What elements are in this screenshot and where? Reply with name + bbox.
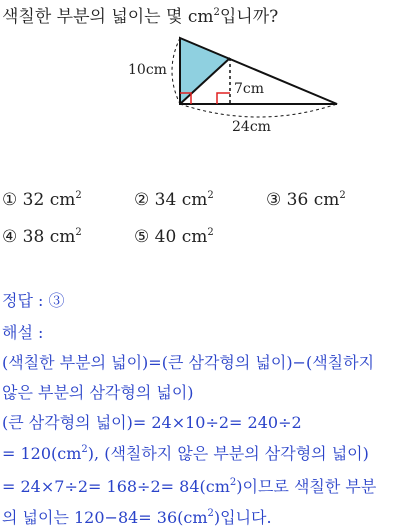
choice-value: 38 cm — [22, 227, 76, 247]
explanation-line-1: (색칠한 부분의 넓이)=(큰 삼각형의 넓이)−(색칠하지 — [2, 353, 375, 372]
explanation-line-6 — [2, 505, 272, 528]
label-base: 24cm — [232, 119, 271, 135]
choice-mark: ③ — [266, 190, 282, 210]
choice-sup: 2 — [75, 190, 82, 201]
choice-sup: 2 — [75, 227, 82, 238]
explanation-line-2: 않은 부분의 삼각형의 넓이) — [2, 383, 194, 402]
explanation-line-6-sup: 2 — [207, 508, 214, 519]
choice-mark: ① — [2, 190, 18, 210]
answer-value: ③ — [48, 291, 65, 310]
explanation-line-4-sup: 2 — [81, 444, 88, 455]
choice-3[interactable] — [266, 190, 346, 210]
choice-1[interactable] — [2, 190, 82, 210]
choice-value: 36 cm — [286, 190, 340, 210]
triangle-figure — [0, 0, 400, 150]
choice-value: 40 cm — [154, 227, 208, 247]
explanation-line-5-main: = 24×7÷2= 168÷2= 84(cm — [2, 477, 230, 496]
explanation-label: 해설 : — [2, 323, 44, 342]
explanation-line-4-rest: ), (색칠하지 않은 부분의 삼각형의 넓이) — [87, 444, 369, 463]
choice-mark: ④ — [2, 227, 18, 247]
base-dimension-arc — [180, 104, 337, 117]
choice-mark: ② — [134, 190, 150, 210]
choice-5[interactable] — [134, 227, 214, 247]
choice-mark: ⑤ — [134, 227, 150, 247]
right-angle-mark-height — [217, 93, 230, 104]
choice-2[interactable] — [134, 190, 214, 210]
left-dimension-arc — [172, 38, 180, 104]
explanation-line-5-rest: )이므로 색칠한 부분 — [236, 477, 377, 496]
explanation-line-6-main: 의 넓이는 120−84= 36(cm — [2, 508, 208, 527]
choice-sup: 2 — [339, 190, 346, 201]
explanation-line-3: (큰 삼각형의 넓이)= 24×10÷2= 240÷2 — [2, 413, 302, 432]
explanation-line-5 — [2, 474, 376, 497]
choice-sup: 2 — [207, 227, 214, 238]
question-suffix: 입니까? — [219, 7, 279, 27]
answer-line — [2, 288, 65, 311]
choice-value: 32 cm — [22, 190, 76, 210]
label-height: 7cm — [234, 81, 265, 97]
explanation-line-5-sup: 2 — [229, 477, 237, 488]
answer-label: 정답 : — [2, 291, 49, 310]
question-main: 색칠한 부분의 넓이는 몇 cm — [2, 7, 214, 27]
label-left-side: 10cm — [128, 62, 167, 78]
explanation-line-6-rest: )입니다. — [213, 508, 272, 527]
explanation-line-4-main: = 120(cm — [2, 444, 82, 463]
choice-sup: 2 — [207, 190, 214, 201]
question-superscript: 2 — [213, 7, 220, 18]
choice-value: 34 cm — [154, 190, 208, 210]
explanation-line-4 — [2, 441, 369, 464]
choice-4[interactable] — [2, 227, 82, 247]
